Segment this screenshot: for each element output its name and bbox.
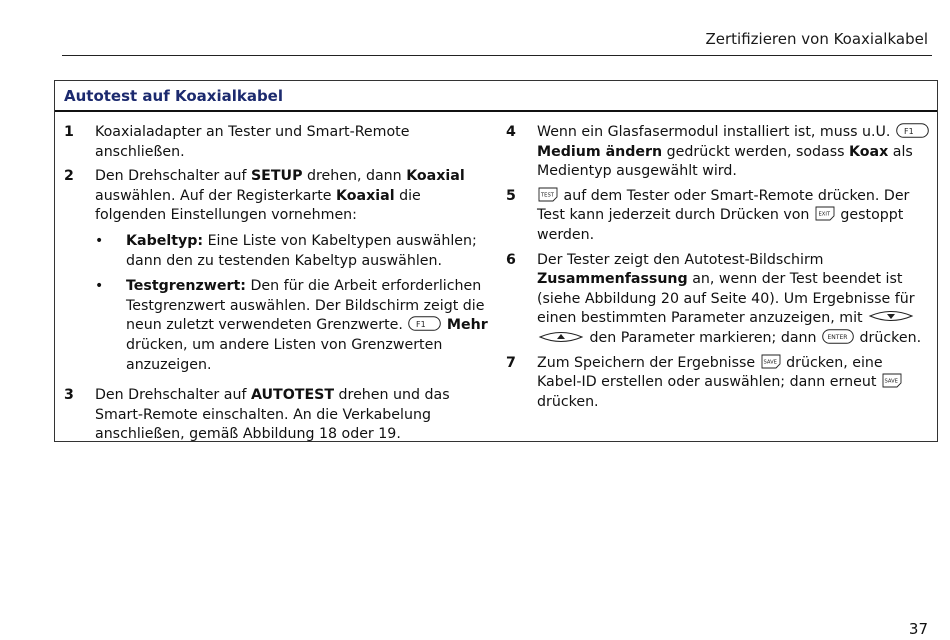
exit-key-icon [815,206,835,221]
setup-term: SETUP [250,168,303,185]
procedure-title: Autotest auf Koaxialkabel [55,81,937,112]
step-7 [506,354,931,413]
key-label: SAVE [763,359,777,366]
bullet-label: Testgrenzwert: [126,278,246,295]
step-5 [506,187,931,246]
text-run: drücken. [855,329,922,346]
step-number: 3 [64,387,74,404]
bullet-test-limit [95,277,496,375]
bullet-label: Kabeltyp: [126,232,204,249]
step-4 [506,123,931,182]
page-number: 37 [908,620,928,638]
f1-key-icon [408,316,441,331]
text-run: die folgenden Einstellungen vornehmen: [95,187,421,224]
step-number: 1 [64,124,74,140]
bullet-text [126,232,496,271]
mehr-term: Mehr [446,317,488,334]
step-3 [64,386,496,445]
text-run: den Parameter markieren; dann [585,329,822,346]
text-run: Den Drehschalter auf [95,168,251,185]
text-run: drücken, eine Kabel-ID erstellen oder auswählen; dann erneut [537,354,883,391]
key-label: SAVE [884,378,898,385]
step-text [95,386,496,445]
step-text: Koaxialadapter an Tester und Smart-Remote anschließen. [95,124,410,160]
text-run: drehen und das Smart-Remote einschalten. An die Verkabelung anschließen, gemäß Abbildung 18 oder 19. [95,387,450,443]
left-column [64,123,496,450]
up-arrow-key-icon [538,329,584,344]
f1-key-icon [896,123,929,138]
step-text [537,354,931,413]
text-run: drücken. [537,393,599,410]
text-run: auf dem Tester oder Smart-Remote drücken. Der Test kann jederzeit durch Drücken von [537,187,910,224]
text-run: gedrückt werden, sodass [662,143,850,160]
step-number: 7 [506,354,516,371]
text-run: Zum Speichern der Ergebnisse [537,354,760,371]
save-key-icon [761,354,781,369]
text-run: an, wenn der Test beendet ist (siehe Abbildung 20 auf Seite 40). Um Ergebnisse für einen bestimmten Parameter anzuzeigen, mit [537,271,915,327]
key-label: TEST [541,192,554,199]
text-run: Den für die Arbeit erforderlichen Testgrenzwert auswählen. Der Bildschirm zeigt die neun zuletzt verwendeten Grenzwerte. [126,278,485,334]
step-2 [64,167,496,381]
step-number: 4 [506,124,516,140]
text-run: Den Drehschalter auf [95,387,251,404]
key-label: F1 [903,126,914,136]
text-run: Der Tester zeigt den Autotest-Bildschirm [537,251,824,268]
step-number: 2 [64,168,74,185]
bullet-cable-type [95,232,496,271]
step-text [537,187,931,246]
text-run: Eine Liste von Kabeltypen auswählen; dann den zu testenden Kabeltyp auswählen. [126,232,477,269]
key-label: ENTER [827,333,848,341]
bullet-dot: • [95,278,104,295]
step-text [537,251,931,349]
down-arrow-key-icon [868,309,914,324]
text-run: drücken, um andere Listen von Grenzwerten anzuzeigen. [126,336,443,373]
step-text [95,167,496,381]
bullet-text [126,277,496,375]
test-key-icon [538,187,558,202]
text-run: drehen, dann [302,168,407,185]
autotest-term: AUTOTEST [250,387,335,404]
text-run: gestoppt werden. [537,207,904,243]
step-1 [64,123,496,162]
text-run: Wenn ein Glasfasermodul installiert ist, muss u.U. [537,124,895,140]
key-label: EXIT [818,211,830,218]
right-column [506,123,931,417]
step-number: 5 [506,187,516,204]
medium-aendern-term: Medium ändern [537,143,663,160]
zusammenfassung-term: Zusammenfassung [537,271,688,288]
step-text [537,123,931,182]
step-number: 6 [506,251,516,268]
enter-key-icon [822,329,854,344]
running-header: Zertifizieren von Koaxialkabel [705,30,928,48]
koax-term: Koax [849,143,889,160]
header-rule [62,55,932,56]
step-6 [506,251,931,349]
text-run: auswählen. Auf der Registerkarte [95,187,337,204]
save-key-icon [882,373,902,388]
text-run: als Medientyp ausgewählt wird. [537,143,913,180]
key-label: F1 [416,320,427,330]
procedure-box [54,80,938,442]
koaxial-term: Koaxial [406,168,465,185]
bullet-list [95,232,496,375]
bullet-dot: • [95,232,104,249]
koaxial-tab-term: Koaxial [336,187,395,204]
